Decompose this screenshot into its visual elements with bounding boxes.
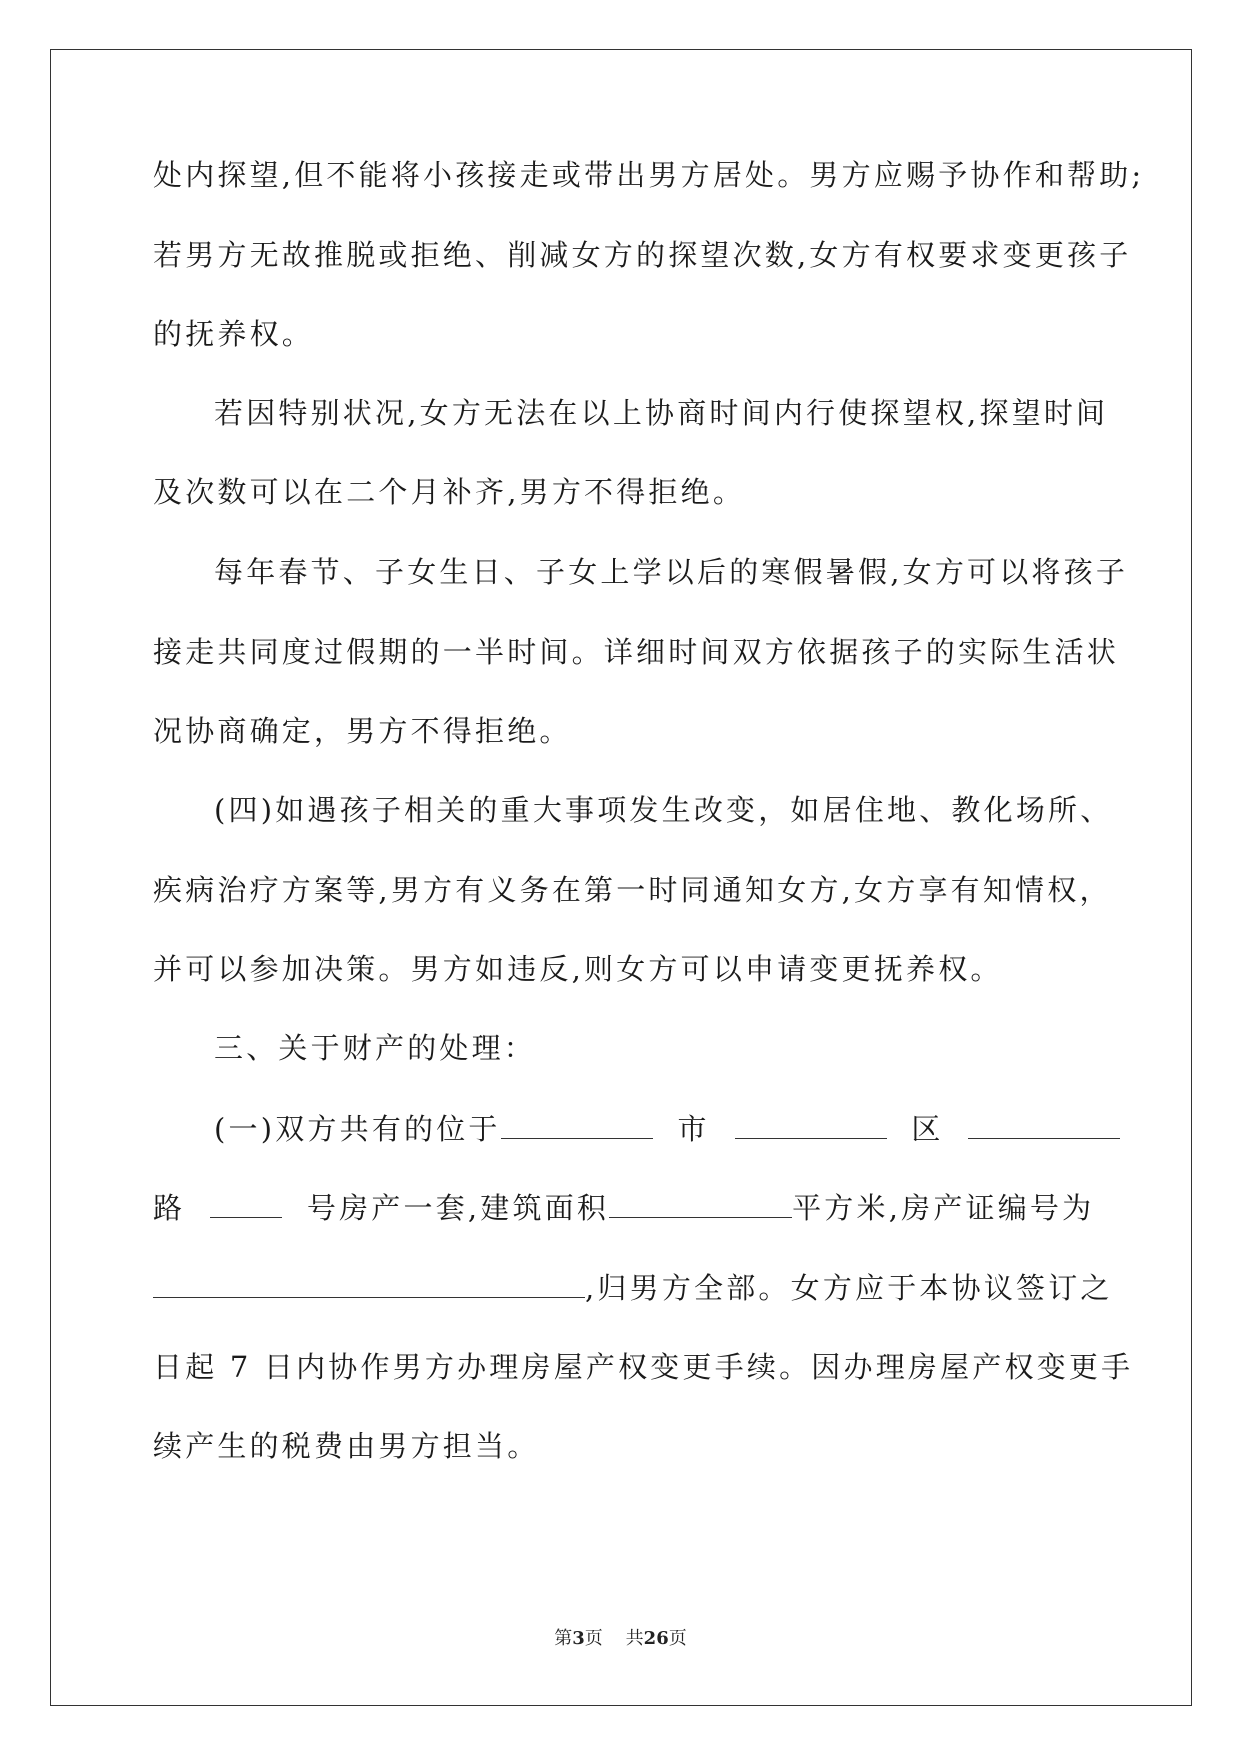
page-number: 3 xyxy=(572,1628,585,1649)
total-prefix: 共 xyxy=(625,1628,644,1649)
text-segment: 号房产一套,建筑面积 xyxy=(306,1191,610,1225)
text-segment: (一)双方共有的位于 xyxy=(214,1112,501,1146)
text-line: 若因特别状况,女方无法在以上协商时间内行使探望权,探望时间 xyxy=(214,396,1109,430)
text-segment: 平方米,房产证编号为 xyxy=(792,1191,1095,1225)
blank-field xyxy=(153,1275,585,1298)
text-line: 况协商确定，男方不得拒绝。 xyxy=(153,714,572,748)
property-line-2 xyxy=(153,1190,1094,1226)
text-segment: 市 xyxy=(677,1112,710,1146)
property-line-1 xyxy=(214,1111,1120,1147)
blank-field xyxy=(968,1116,1120,1139)
text-line: 续产生的税费由男方担当。 xyxy=(153,1429,540,1463)
property-line-3 xyxy=(153,1270,1113,1306)
total-pages: 26 xyxy=(643,1628,669,1649)
text-line: 接走共同度过假期的一半时间。详细时间双方依据孩子的实际生活状 xyxy=(153,635,1120,669)
blank-field xyxy=(609,1195,792,1218)
page-suffix: 页 xyxy=(584,1628,603,1649)
blank-field xyxy=(210,1195,282,1218)
blank-field xyxy=(735,1116,887,1139)
text-segment: 路 xyxy=(153,1191,186,1225)
text-line: 及次数可以在二个月补齐,男方不得拒绝。 xyxy=(153,475,746,509)
text-line: 并可以参加决策。男方如违反,则女方可以申请变更抚养权。 xyxy=(153,952,1003,986)
section-heading: 三、关于财产的处理： xyxy=(214,1031,537,1065)
text-line: 若男方无故推脱或拒绝、削减女方的探望次数,女方有权要求变更孩子 xyxy=(153,238,1132,272)
text-line: 处内探望,但不能将小孩接走或带出男方居处。男方应赐予协作和帮助; xyxy=(153,158,1145,192)
text-line: 疾病治疗方案等,男方有义务在第一时同通知女方,女方享有知情权， xyxy=(153,873,1112,907)
text-line: 的抚养权。 xyxy=(153,317,315,351)
text-line: 日起 7 日内协作男方办理房屋产权变更手续。因办理房屋产权变更手 xyxy=(153,1350,1134,1384)
page-footer xyxy=(0,1624,1241,1650)
page-prefix: 第 xyxy=(554,1628,573,1649)
text-segment: ,归男方全部。女方应于本协议签订之 xyxy=(585,1271,1113,1305)
total-suffix: 页 xyxy=(668,1628,687,1649)
text-line: (四)如遇孩子相关的重大事项发生改变，如居住地、教化场所、 xyxy=(214,793,1113,827)
blank-field xyxy=(501,1116,653,1139)
text-line: 每年春节、子女生日、子女上学以后的寒假暑假,女方可以将孩子 xyxy=(214,555,1129,589)
text-segment: 区 xyxy=(911,1112,944,1146)
